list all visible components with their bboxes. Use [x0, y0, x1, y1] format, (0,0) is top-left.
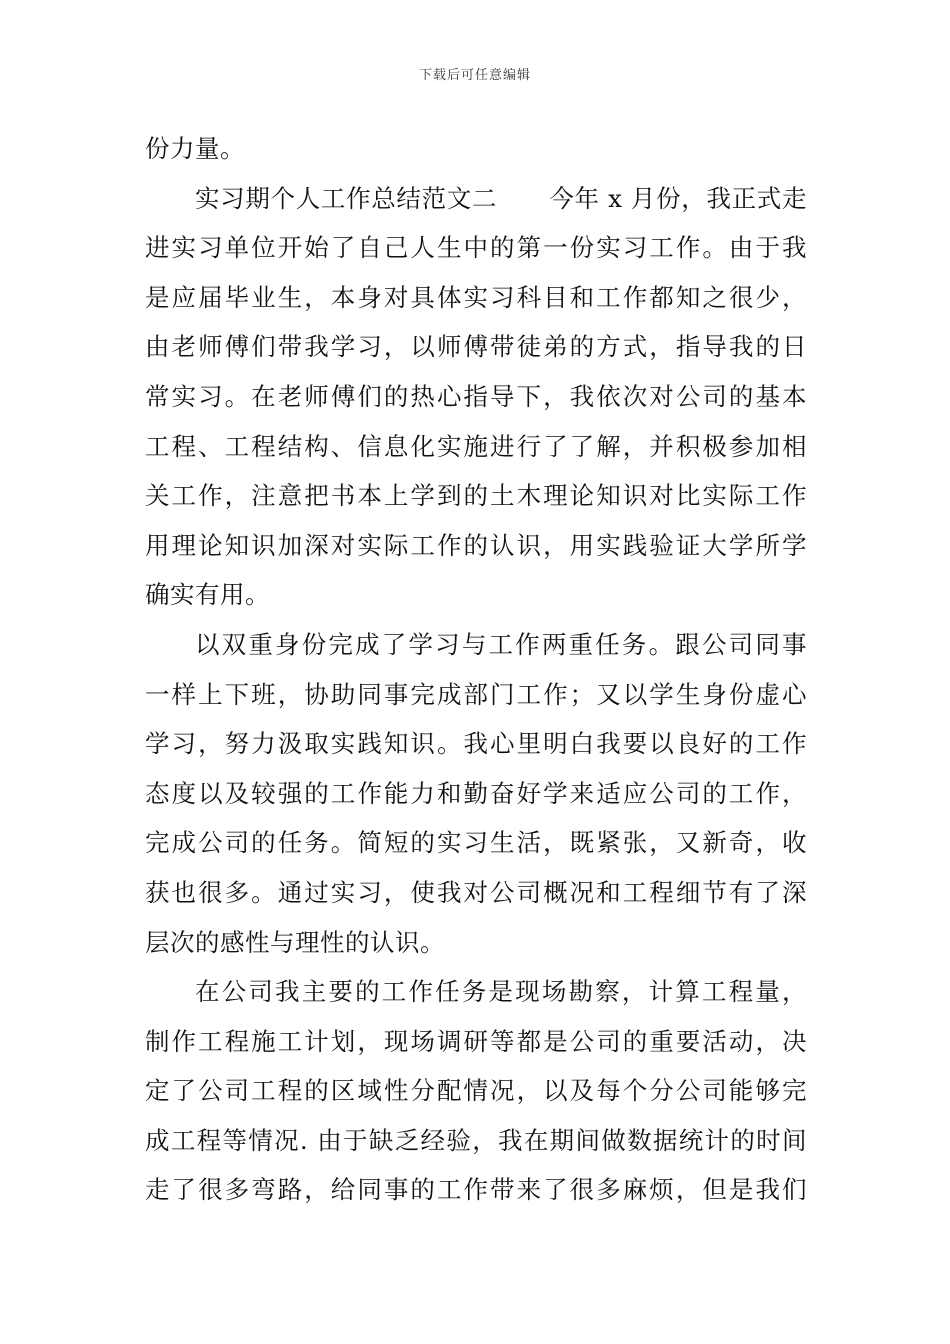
text-line: 确实有用。 [145, 580, 270, 610]
text-line: 获也很多。通过实习，使我对公司概况和工程细节有了深 [145, 877, 807, 907]
text-line: 学习，努力汲取实践知识。我心里明白我要以良好的工作 [145, 729, 807, 759]
text-line: 制作工程施工计划，现场调研等都是公司的重要活动，决 [145, 1026, 807, 1056]
text-line: 关工作，注意把书本上学到的土木理论知识对比实际工作 [145, 481, 807, 511]
section-title: 实习期个人工作总结范文二 [195, 183, 498, 213]
text-line: 用理论知识加深对实际工作的认识，用实践验证大学所学 [145, 530, 807, 560]
text-line: 成工程等情况. 由于缺乏经验，我在期间做数据统计的时间 [145, 1125, 807, 1155]
text-segment: 今年 x 月份，我正式走 [549, 183, 807, 213]
text-line: 进实习单位开始了自己人生中的第一份实习工作。由于我 [145, 233, 807, 263]
text-line: 层次的感性与理性的认识。 [145, 927, 445, 957]
text-line: 是应届毕业生，本身对具体实习科目和工作都知之很少， [145, 282, 807, 312]
text-line: 份力量。 [145, 134, 245, 163]
text-line: 态度以及较强的工作能力和勤奋好学来适应公司的工作， [145, 778, 807, 808]
text-line: 常实习。在老师傅们的热心指导下，我依次对公司的基本 [145, 381, 807, 411]
text-line: 一样上下班，协助同事完成部门工作；又以学生身份虚心 [145, 679, 807, 709]
text-line: 以双重身份完成了学习与工作两重任务。跟公司同事 [195, 629, 807, 659]
page-header: 下载后可任意编辑 [418, 68, 531, 83]
text-line: 定了公司工程的区域性分配情况，以及每个分公司能够完 [145, 1076, 807, 1106]
text-line: 工程、工程结构、信息化实施进行了了解，并积极参加相 [145, 431, 807, 461]
text-line: 走了很多弯路，给同事的工作带来了很多麻烦，但是我们 [145, 1175, 807, 1205]
document-body [145, 124, 807, 1215]
text-line: 在公司我主要的工作任务是现场勘察，计算工程量， [195, 977, 807, 1007]
text-line: 由老师傅们带我学习，以师傅带徒弟的方式，指导我的日 [145, 332, 807, 362]
text-line: 完成公司的任务。简短的实习生活，既紧张，又新奇，收 [145, 828, 807, 858]
text-line [145, 174, 807, 224]
